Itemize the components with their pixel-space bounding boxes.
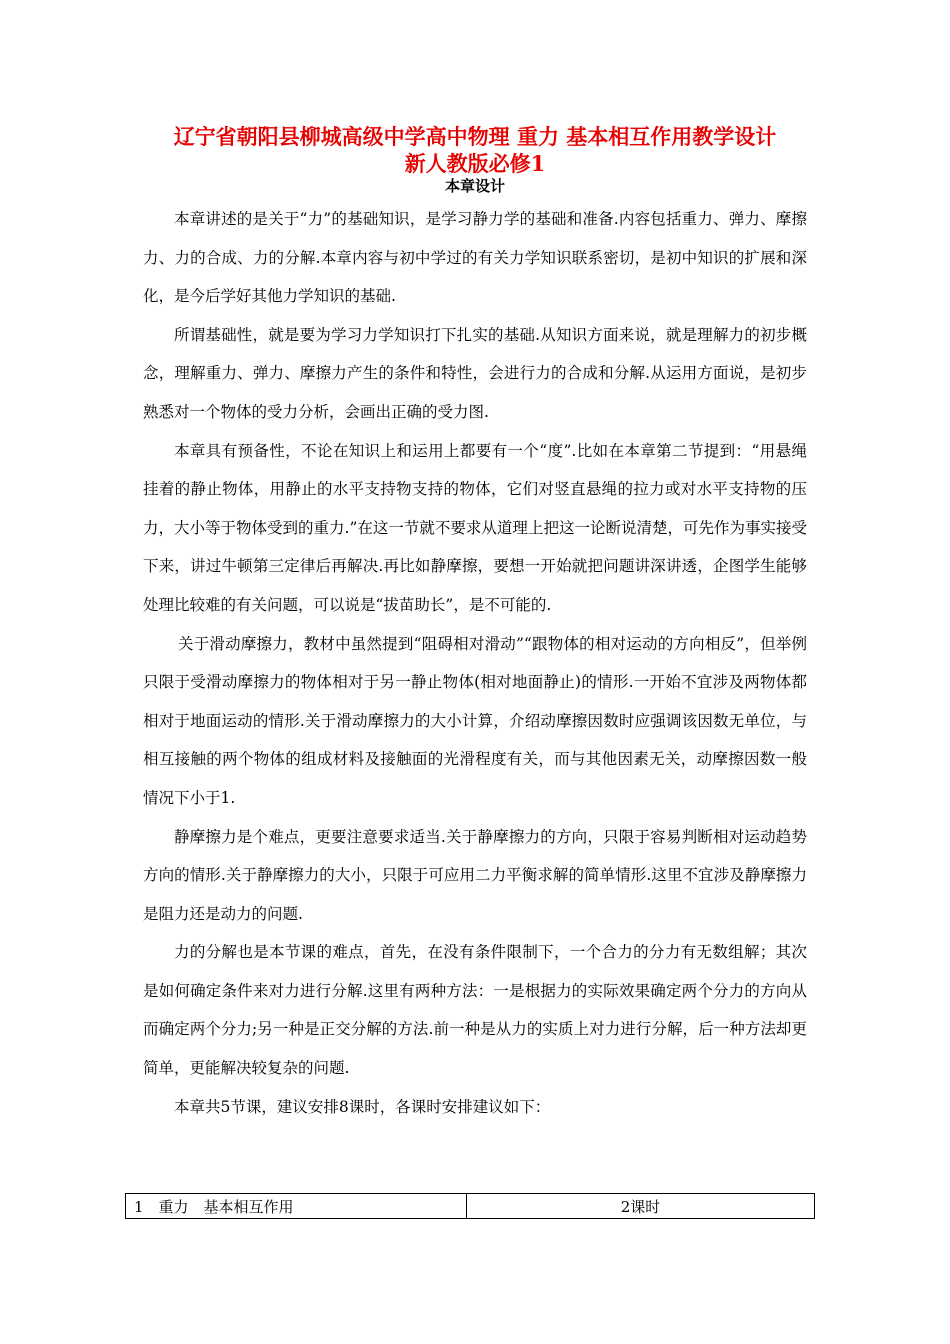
paragraph-6: 力的分解也是本节课的难点，首先，在没有条件限制下，一个合力的分力有无数组解；其次是如何确定条件来对力进行分解.这里有两种方法：一是根据力的实际效果确定两个分力的方向从而确定两个分力;另一种是正交分解的方法.前一种是从力的实质上对力进行分解，后一种方法却更简单，更能解决较复杂的问题. bbox=[143, 943, 807, 1078]
paragraph-7: 本章共5节课，建议安排8课时，各课时安排建议如下： bbox=[174, 1097, 551, 1116]
lesson-hours-cell: 2课时 bbox=[467, 1194, 815, 1219]
table-row bbox=[126, 1194, 815, 1219]
paragraph-5: 静摩擦力是个难点，更要注意要求适当.关于静摩擦力的方向，只限于容易判断相对运动趋势方向的情形.关于静摩擦力的大小，只限于可应用二力平衡求解的简单情形.这里不宜涉及静摩擦力是阻力还是动力的问题. bbox=[143, 827, 807, 923]
paragraph-2: 所谓基础性，就是要为学习力学知识打下扎实的基础.从知识方面来说，就是理解力的初步概念，理解重力、弹力、摩擦力产生的条件和特性，会进行力的合成和分解.从运用方面说，是初步熟悉对一个物体的受力分析，会画出正确的受力图. bbox=[143, 325, 807, 421]
paragraph-1: 本章讲述的是关于“力”的基础知识，是学习静力学的基础和准备.内容包括重力、弹力、摩擦力、力的合成、力的分解.本章内容与初中学过的有关力学知识联系密切，是初中知识的扩展和深化，是今后学好其他力学知识的基础. bbox=[143, 210, 807, 306]
paragraph-3: 本章具有预备性，不论在知识上和运用上都要有一个“度”.比如在本章第二节提到：“用悬绳挂着的静止物体，用静止的水平支持物支持的物体，它们对竖直悬绳的拉力或对水平支持物的压力，大小等于物体受到的重力.”在这一节就不要求从道理上把这一论断说清楚，可先作为事实接受下来，讲过牛顿第三定律后再解决.再比如静摩擦，要想一开始就把问题讲深讲透，企图学生能够处理比较难的有关问题，可以说是“拔苗助长”，是不可能的. bbox=[143, 441, 807, 614]
lesson-schedule-table bbox=[125, 1193, 815, 1219]
section-heading: 本章设计 bbox=[444, 177, 505, 195]
paragraph-4: 关于滑动摩擦力，教材中虽然提到“阻碍相对滑动”“跟物体的相对运动的方向相反”，但举例只限于受滑动摩擦力的物体相对于另一静止物体(相对地面静止)的情形.一开始不宜涉及两物体都相对于地面运动的情形.关于滑动摩擦力的大小计算，介绍动摩擦因数时应强调该因数无单位，与相互接触的两个物体的组成材料及接触面的光滑程度有关，而与其他因素无关，动摩擦因数一般情况下小于1. bbox=[143, 634, 807, 807]
document-title-line-2: 新人教版必修1 bbox=[404, 151, 546, 176]
document-title-line-1: 辽宁省朝阳县柳城高级中学高中物理 重力 基本相互作用教学设计 bbox=[173, 124, 777, 149]
lesson-name-cell: 1 重力 基本相互作用 bbox=[126, 1194, 467, 1219]
document-body bbox=[143, 200, 807, 1126]
